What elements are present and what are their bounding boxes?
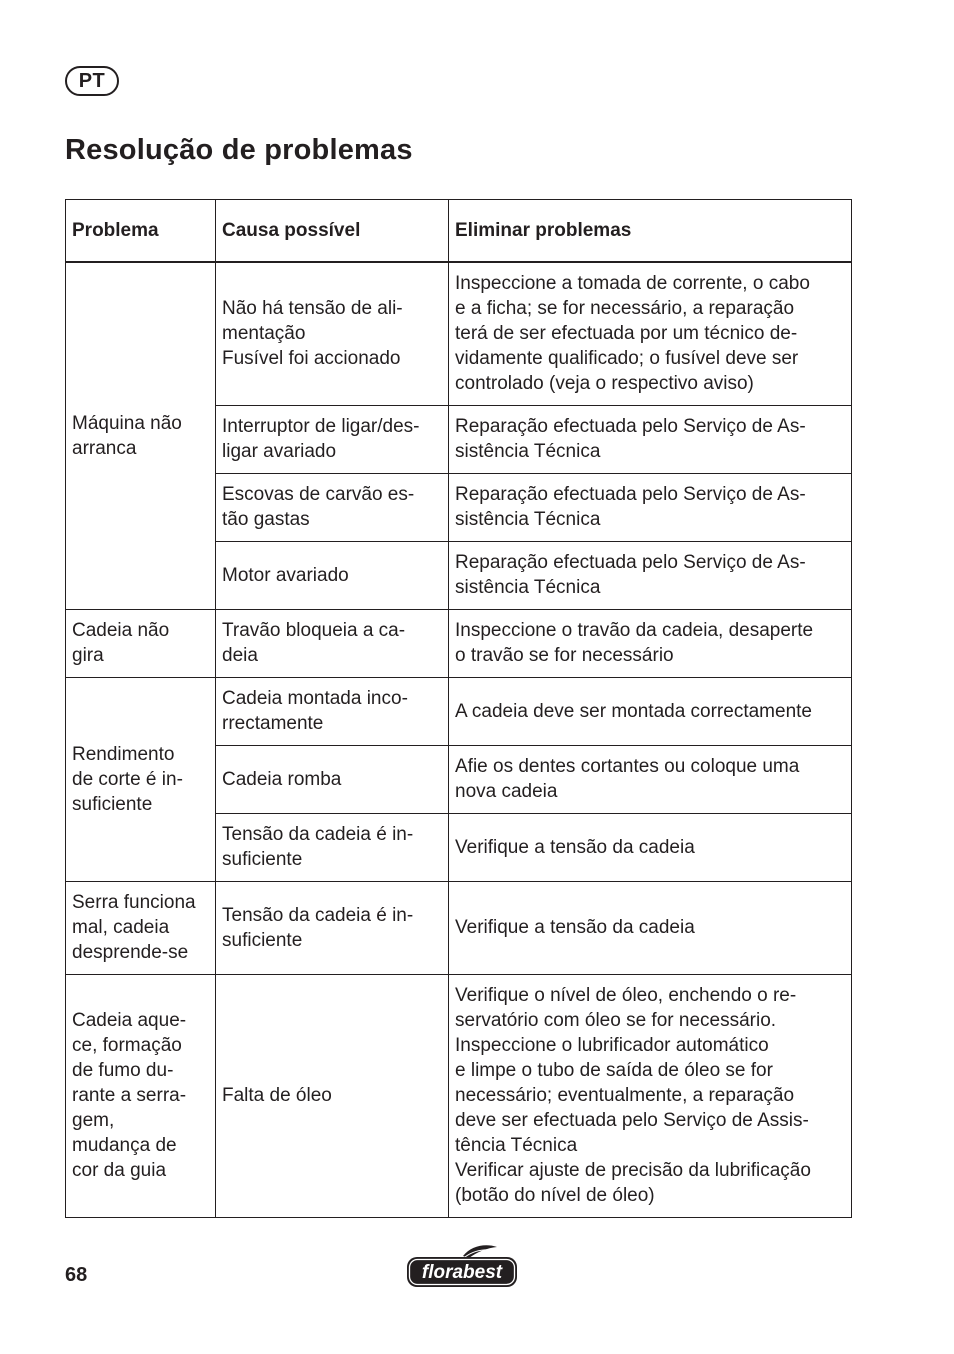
leaf-icon [463, 1245, 497, 1258]
cause-cell: Tensão da cadeia é in- suficiente [216, 881, 449, 974]
cause-cell: Motor avariado [216, 541, 449, 609]
troubleshooting-table [65, 199, 852, 1218]
problem-cell: Serra funciona mal, cadeia desprende-se [66, 881, 216, 974]
remedy-cell: Reparação efectuada pelo Serviço de As- sistência Técnica [449, 405, 852, 473]
remedy-cell: Verifique o nível de óleo, enchendo o re- servatório com óleo se for necessário. Inspeccione o lubrificador automático e limpe o tubo de saída de óleo se for necessário; eventualmente, a reparação deve ser efectuada pelo Serviço de Assis- tência Técnica Verificar ajuste de precisão da lubrificação (botão do nível de óleo) [449, 974, 852, 1217]
table-row [66, 609, 852, 677]
remedy-cell: Inspeccione o travão da cadeia, desaperte o travão se for necessário [449, 609, 852, 677]
language-badge: PT [65, 66, 119, 96]
cause-cell: Cadeia romba [216, 745, 449, 813]
cause-cell: Escovas de carvão es- tão gastas [216, 473, 449, 541]
problem-cell: Rendimento de corte é in- suficiente [66, 677, 216, 881]
problem-cell: Cadeia aque- ce, formação de fumo du- rante a serra- gem, mudança de cor da guia [66, 974, 216, 1217]
remedy-cell: Inspeccione a tomada de corrente, o cabo e a ficha; se for necessário, a reparação terá de ser efectuada por um técnico de- vidamente qualificado; o fusível deve ser controlado (veja o respectivo aviso) [449, 262, 852, 405]
problem-cell: Máquina não arranca [66, 262, 216, 609]
remedy-cell: Afie os dentes cortantes ou coloque uma nova cadeia [449, 745, 852, 813]
brand-wordmark: florabest [421, 1262, 503, 1283]
header-remedy: Eliminar problemas [449, 200, 852, 263]
remedy-cell: Reparação efectuada pelo Serviço de As- sistência Técnica [449, 473, 852, 541]
cause-cell: Travão bloqueia a ca- deia [216, 609, 449, 677]
page-title: Resolução de problemas [65, 134, 413, 166]
table-row [66, 262, 852, 405]
cause-cell: Cadeia montada inco- rrectamente [216, 677, 449, 745]
table-header-row [66, 200, 852, 263]
cause-cell: Falta de óleo [216, 974, 449, 1217]
remedy-cell: Verifique a tensão da cadeia [449, 881, 852, 974]
header-problem: Problema [66, 200, 216, 263]
table-row [66, 974, 852, 1217]
brand-logo [405, 1244, 519, 1290]
table-row [66, 677, 852, 745]
table-row [66, 881, 852, 974]
page-number: 68 [65, 1264, 88, 1286]
problem-cell: Cadeia não gira [66, 609, 216, 677]
remedy-cell: Verifique a tensão da cadeia [449, 813, 852, 881]
cause-cell: Interruptor de ligar/des- ligar avariado [216, 405, 449, 473]
header-cause: Causa possível [216, 200, 449, 263]
remedy-cell: Reparação efectuada pelo Serviço de As- sistência Técnica [449, 541, 852, 609]
cause-cell: Não há tensão de ali- mentação Fusível foi accionado [216, 262, 449, 405]
cause-cell: Tensão da cadeia é in- suficiente [216, 813, 449, 881]
remedy-cell: A cadeia deve ser montada correctamente [449, 677, 852, 745]
